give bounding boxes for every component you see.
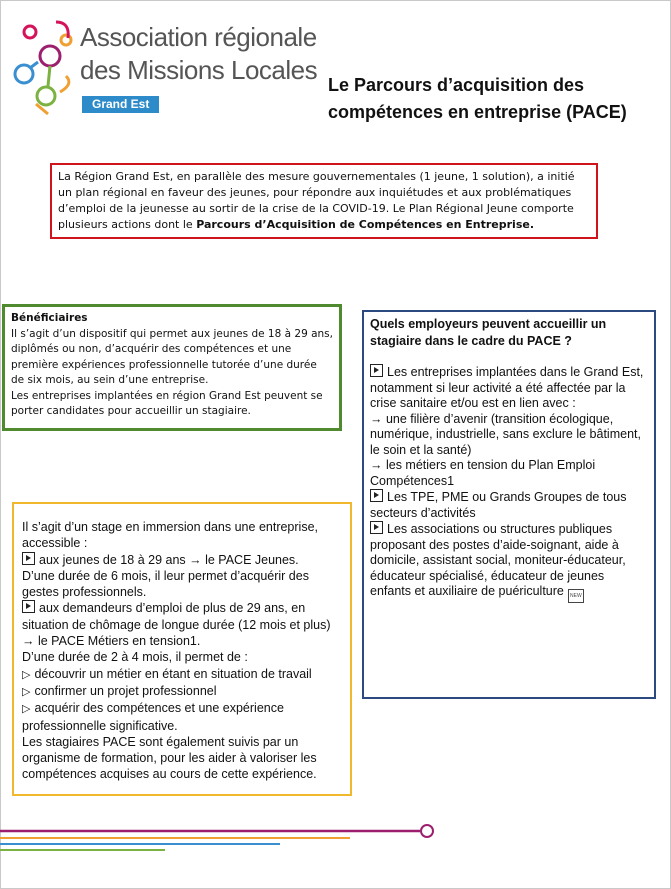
logo-region-badge: Grand Est bbox=[82, 96, 159, 113]
stage-goal bbox=[22, 666, 344, 683]
play-box-icon bbox=[370, 364, 383, 377]
stage-item-demandeurs bbox=[22, 600, 344, 649]
stage-goal bbox=[22, 700, 344, 734]
stage-outro: Les stagiaires PACE sont également suivis par un organisme de formation, pour les aider à valoriser les compétences acquises au cours de cette expérience. bbox=[22, 734, 317, 782]
stage-item-jeunes bbox=[22, 552, 344, 568]
stage-item-jeunes-detail: D’une durée de 6 mois, il leur permet d’acquérir des gestes professionnels. bbox=[22, 568, 309, 600]
stage-item-label: aux demandeurs d’emploi de plus de 29 ans, en situation de chômage de longue durée (12 mois et plus) → le PACE Métiers en tension1. bbox=[22, 601, 331, 649]
stage-goal bbox=[22, 683, 344, 700]
intro-box bbox=[50, 163, 598, 239]
employeurs-title: Quels employeurs peuvent accueillir un stagiaire dans le cadre du PACE ? bbox=[370, 317, 607, 348]
stage-item-demandeurs-detail: D’une durée de 2 à 4 mois, il permet de : bbox=[22, 650, 248, 665]
triangle-bullet-icon: ▷ bbox=[22, 668, 31, 681]
intro-text: La Région Grand Est, en parallèle des mesure gouvernementales (1 jeune, 1 solution), a initié un plan régional en faveur des jeunes, pour répondre aux inquiétudes et aux problématiques d’emploi de la jeunesse au sortir de la crise de la COVID-19. Le Plan Régional Jeune comporte plusieurs actions dont le bbox=[58, 170, 575, 231]
employeurs-item-associations bbox=[370, 521, 648, 603]
employeurs-item-label: Les entreprises implantées dans le Grand Est, bbox=[387, 365, 644, 379]
deco-line-end-circle bbox=[421, 825, 433, 837]
beneficiaires-title: Bénéficiaires bbox=[11, 312, 88, 324]
stage-goal-label: découvrir un métier en étant en situation de travail bbox=[34, 666, 312, 681]
beneficiaires-paragraph-2: Les entreprises implantées en région Grand Est peuvent se porter candidates pour accueillir un stagiaire. bbox=[11, 389, 323, 417]
play-box-icon bbox=[22, 552, 35, 565]
logo-text-line2: des Missions Locales bbox=[80, 55, 318, 85]
triangle-bullet-icon: ▷ bbox=[22, 703, 31, 716]
stage-goal-label: acquérir des compétences et une expérience professionnelle significative. bbox=[22, 701, 284, 733]
intro-bold-text: Parcours d’Acquisition de Compétences en Entreprise. bbox=[196, 218, 535, 231]
employeurs-item-detail: notamment si leur activité a été affectée par la crise sanitaire et/ou est en lien avec : bbox=[370, 380, 626, 410]
employeurs-item-tpe bbox=[370, 489, 648, 521]
stage-goal-label: confirmer un projet professionnel bbox=[34, 683, 217, 698]
employeurs-arrow-metiers: → les métiers en tension du Plan Emploi Compétences1 bbox=[370, 458, 596, 488]
triangle-bullet-icon: ▷ bbox=[22, 685, 31, 698]
logo-text-line1: Association régionale bbox=[80, 22, 317, 52]
beneficiaires-paragraph-1: Il s’agit d’un dispositif qui permet aux jeunes de 18 à 29 ans, diplômés ou non, d’acquérir des compétences et une première expériences professionnelle tutorée d’une durée de six mois, au sein d’une entreprise. bbox=[11, 327, 333, 386]
employeurs-item-label: Les TPE, PME ou Grands Groupes de tous secteurs d’activités bbox=[370, 490, 627, 520]
stage-item-label: aux jeunes de 18 à 29 ans → le PACE Jeunes. bbox=[39, 552, 299, 567]
document-title: Le Parcours d’acquisition des compétences en entreprise (PACE) bbox=[328, 75, 627, 122]
play-box-icon bbox=[22, 600, 35, 613]
employeurs-item-label: Les associations ou structures publiques proposant des postes d’aide-soignant, aide à domicile, assistant social, moniteur-éducateur, éducateur spécialisé, éducateur de jeunes enfants et auxiliaire de puériculture bbox=[370, 522, 626, 598]
new-badge-icon: NEW bbox=[568, 589, 584, 603]
employeurs-item-entreprises bbox=[370, 364, 648, 381]
employeurs-box bbox=[362, 310, 656, 699]
employeurs-arrow-filiere: → une filière d’avenir (transition écologique, numérique, industrielle, sans exclure le bâtiment, le soin et la santé) bbox=[370, 411, 641, 457]
beneficiaires-box bbox=[2, 304, 342, 431]
play-box-icon bbox=[370, 489, 383, 502]
stage-box bbox=[12, 502, 352, 796]
play-box-icon bbox=[370, 521, 383, 534]
stage-intro: Il s’agit d’un stage en immersion dans une entreprise, accessible : bbox=[22, 520, 318, 551]
decorative-lines bbox=[0, 820, 440, 860]
